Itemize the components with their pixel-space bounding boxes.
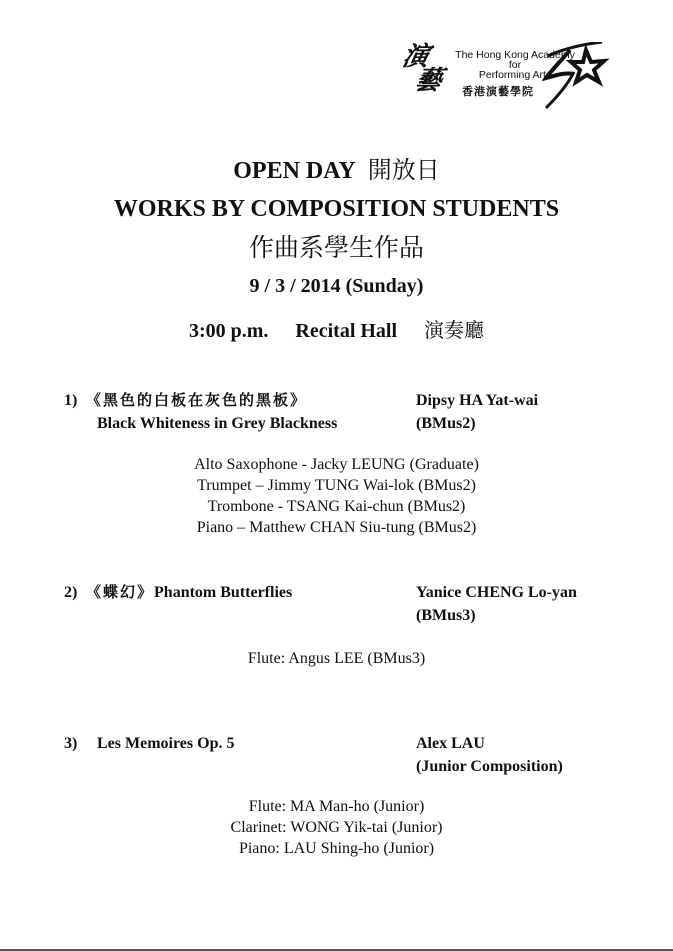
event-time: 3:00 p.m. xyxy=(188,320,269,342)
item-title-zh: 《蝶幻》 xyxy=(86,583,155,601)
programme-item-3 xyxy=(64,732,624,778)
item-composer-note: (Junior Composition) xyxy=(416,758,563,775)
programme-item-1 xyxy=(64,389,624,435)
performer-line: Flute: Angus LEE (BMus3) xyxy=(247,650,426,667)
event-date: 9 / 3 / 2014 (Sunday) xyxy=(249,275,424,297)
item-title xyxy=(86,581,292,604)
item-composer: Dipsy HA Yat-wai xyxy=(416,392,539,409)
item-number: 2) xyxy=(64,584,78,601)
logo-english-line: Performing Arts xyxy=(478,69,552,81)
item-composer-note: (BMus3) xyxy=(416,607,476,624)
item-title-en: Phantom Butterflies xyxy=(154,584,293,601)
performer-list-3 xyxy=(0,796,673,859)
event-venue-zh: 演奏廳 xyxy=(424,318,485,342)
performer-list-2 xyxy=(0,648,673,669)
logo-english-line: The Hong Kong Academy xyxy=(455,49,575,61)
item-title-zh: 《黑色的白板在灰色的黑板》 xyxy=(86,391,308,409)
item-composer-note: (BMus2) xyxy=(416,415,476,432)
performer-line: Trumpet – Jimmy TUNG Wai-lok (BMus2) xyxy=(197,477,476,494)
item-title-en: Black Whiteness in Grey Blackness xyxy=(97,415,338,432)
event-venue: Recital Hall xyxy=(295,320,398,342)
performer-line: Flute: MA Man-ho (Junior) xyxy=(248,798,425,815)
logo-calligraphy xyxy=(395,44,450,94)
performer-line: Trombone - TSANG Kai-chun (BMus2) xyxy=(207,498,466,515)
logo-calligraphy-char: 演 xyxy=(399,42,432,72)
performer-line: Piano: LAU Shing-ho (Junior) xyxy=(238,840,435,857)
works-title: WORKS BY COMPOSITION STUDENTS xyxy=(113,196,560,222)
programme-item-2 xyxy=(64,581,624,627)
item-title-en: Les Memoires Op. 5 xyxy=(97,735,235,752)
open-day-text-zh: 開放日 xyxy=(367,156,440,184)
logo-chinese-name: 香港演藝學院 xyxy=(462,85,534,98)
logo-calligraphy-char: 藝 xyxy=(412,66,445,96)
open-day-text: OPEN DAY xyxy=(233,158,356,184)
open-day-heading xyxy=(0,150,673,185)
item-number: 3) xyxy=(64,735,78,752)
item-composer: Yanice CHENG Lo-yan xyxy=(416,584,577,601)
item-composer: Alex LAU xyxy=(416,735,485,752)
performer-line: Alto Saxophone - Jacky LEUNG (Graduate) xyxy=(194,456,479,473)
academy-logo xyxy=(400,40,615,110)
item-number: 1) xyxy=(64,392,78,409)
performer-line: Clarinet: WONG Yik-tai (Junior) xyxy=(230,819,443,836)
performer-list-1 xyxy=(0,454,673,538)
works-title-zh: 作曲系學生作品 xyxy=(248,233,424,262)
star-emblem-icon xyxy=(540,42,615,110)
event-time-venue xyxy=(0,314,673,343)
logo-english-line: for xyxy=(508,59,522,71)
performer-line: Piano – Matthew CHAN Siu-tung (BMus2) xyxy=(196,519,477,536)
